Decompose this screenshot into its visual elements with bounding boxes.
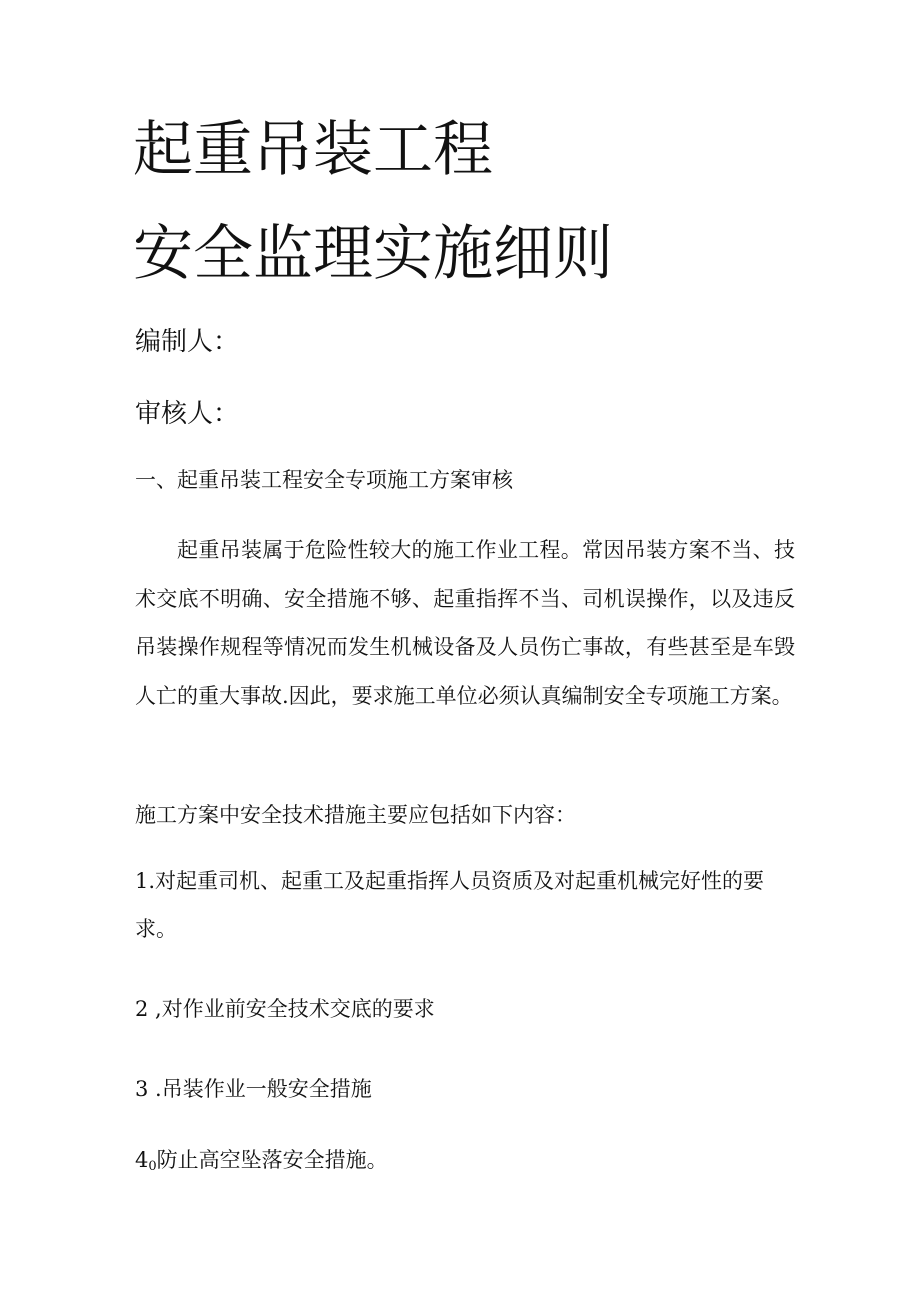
list-item-text: 防止高空坠落安全措施。 — [156, 1148, 388, 1172]
list-item: 2 ,对作业前安全技术交底的要求 — [135, 997, 435, 1021]
list-item: 1.对起重司机、起重工及起重指挥人员资质及对起重机械完好性的要求。 — [135, 869, 765, 941]
reviewer-label: 审核人： — [135, 399, 240, 429]
list-item: 3 .吊装作业一般安全措施 — [135, 1077, 372, 1101]
list-item — [135, 1136, 795, 1191]
list-item-number: 4 — [135, 1148, 149, 1172]
list-item-subscript: 0 — [148, 1159, 157, 1174]
document-title-line2: 安全监理实施细则 — [133, 219, 613, 289]
section-paragraph: 起重吊装属于危险性较大的施工作业工程。常因吊装方案不当、技术交底不明确、安全措施不够、起重指挥不当、司机误操作，以及违反吊装操作规程等情况而发生机械设备及人员伤亡事故，有些甚至是车毁人亡的重大事故.因此，要求施工单位必须认真编制安全专项施工方案。 — [135, 538, 795, 708]
author-label: 编制人： — [135, 327, 240, 357]
measures-intro: 施工方案中安全技术措施主要应包括如下内容： — [135, 803, 576, 827]
document-title-line1: 起重吊装工程 — [133, 115, 493, 185]
section-heading: 一、起重吊装工程安全专项施工方案审核 — [135, 468, 513, 492]
